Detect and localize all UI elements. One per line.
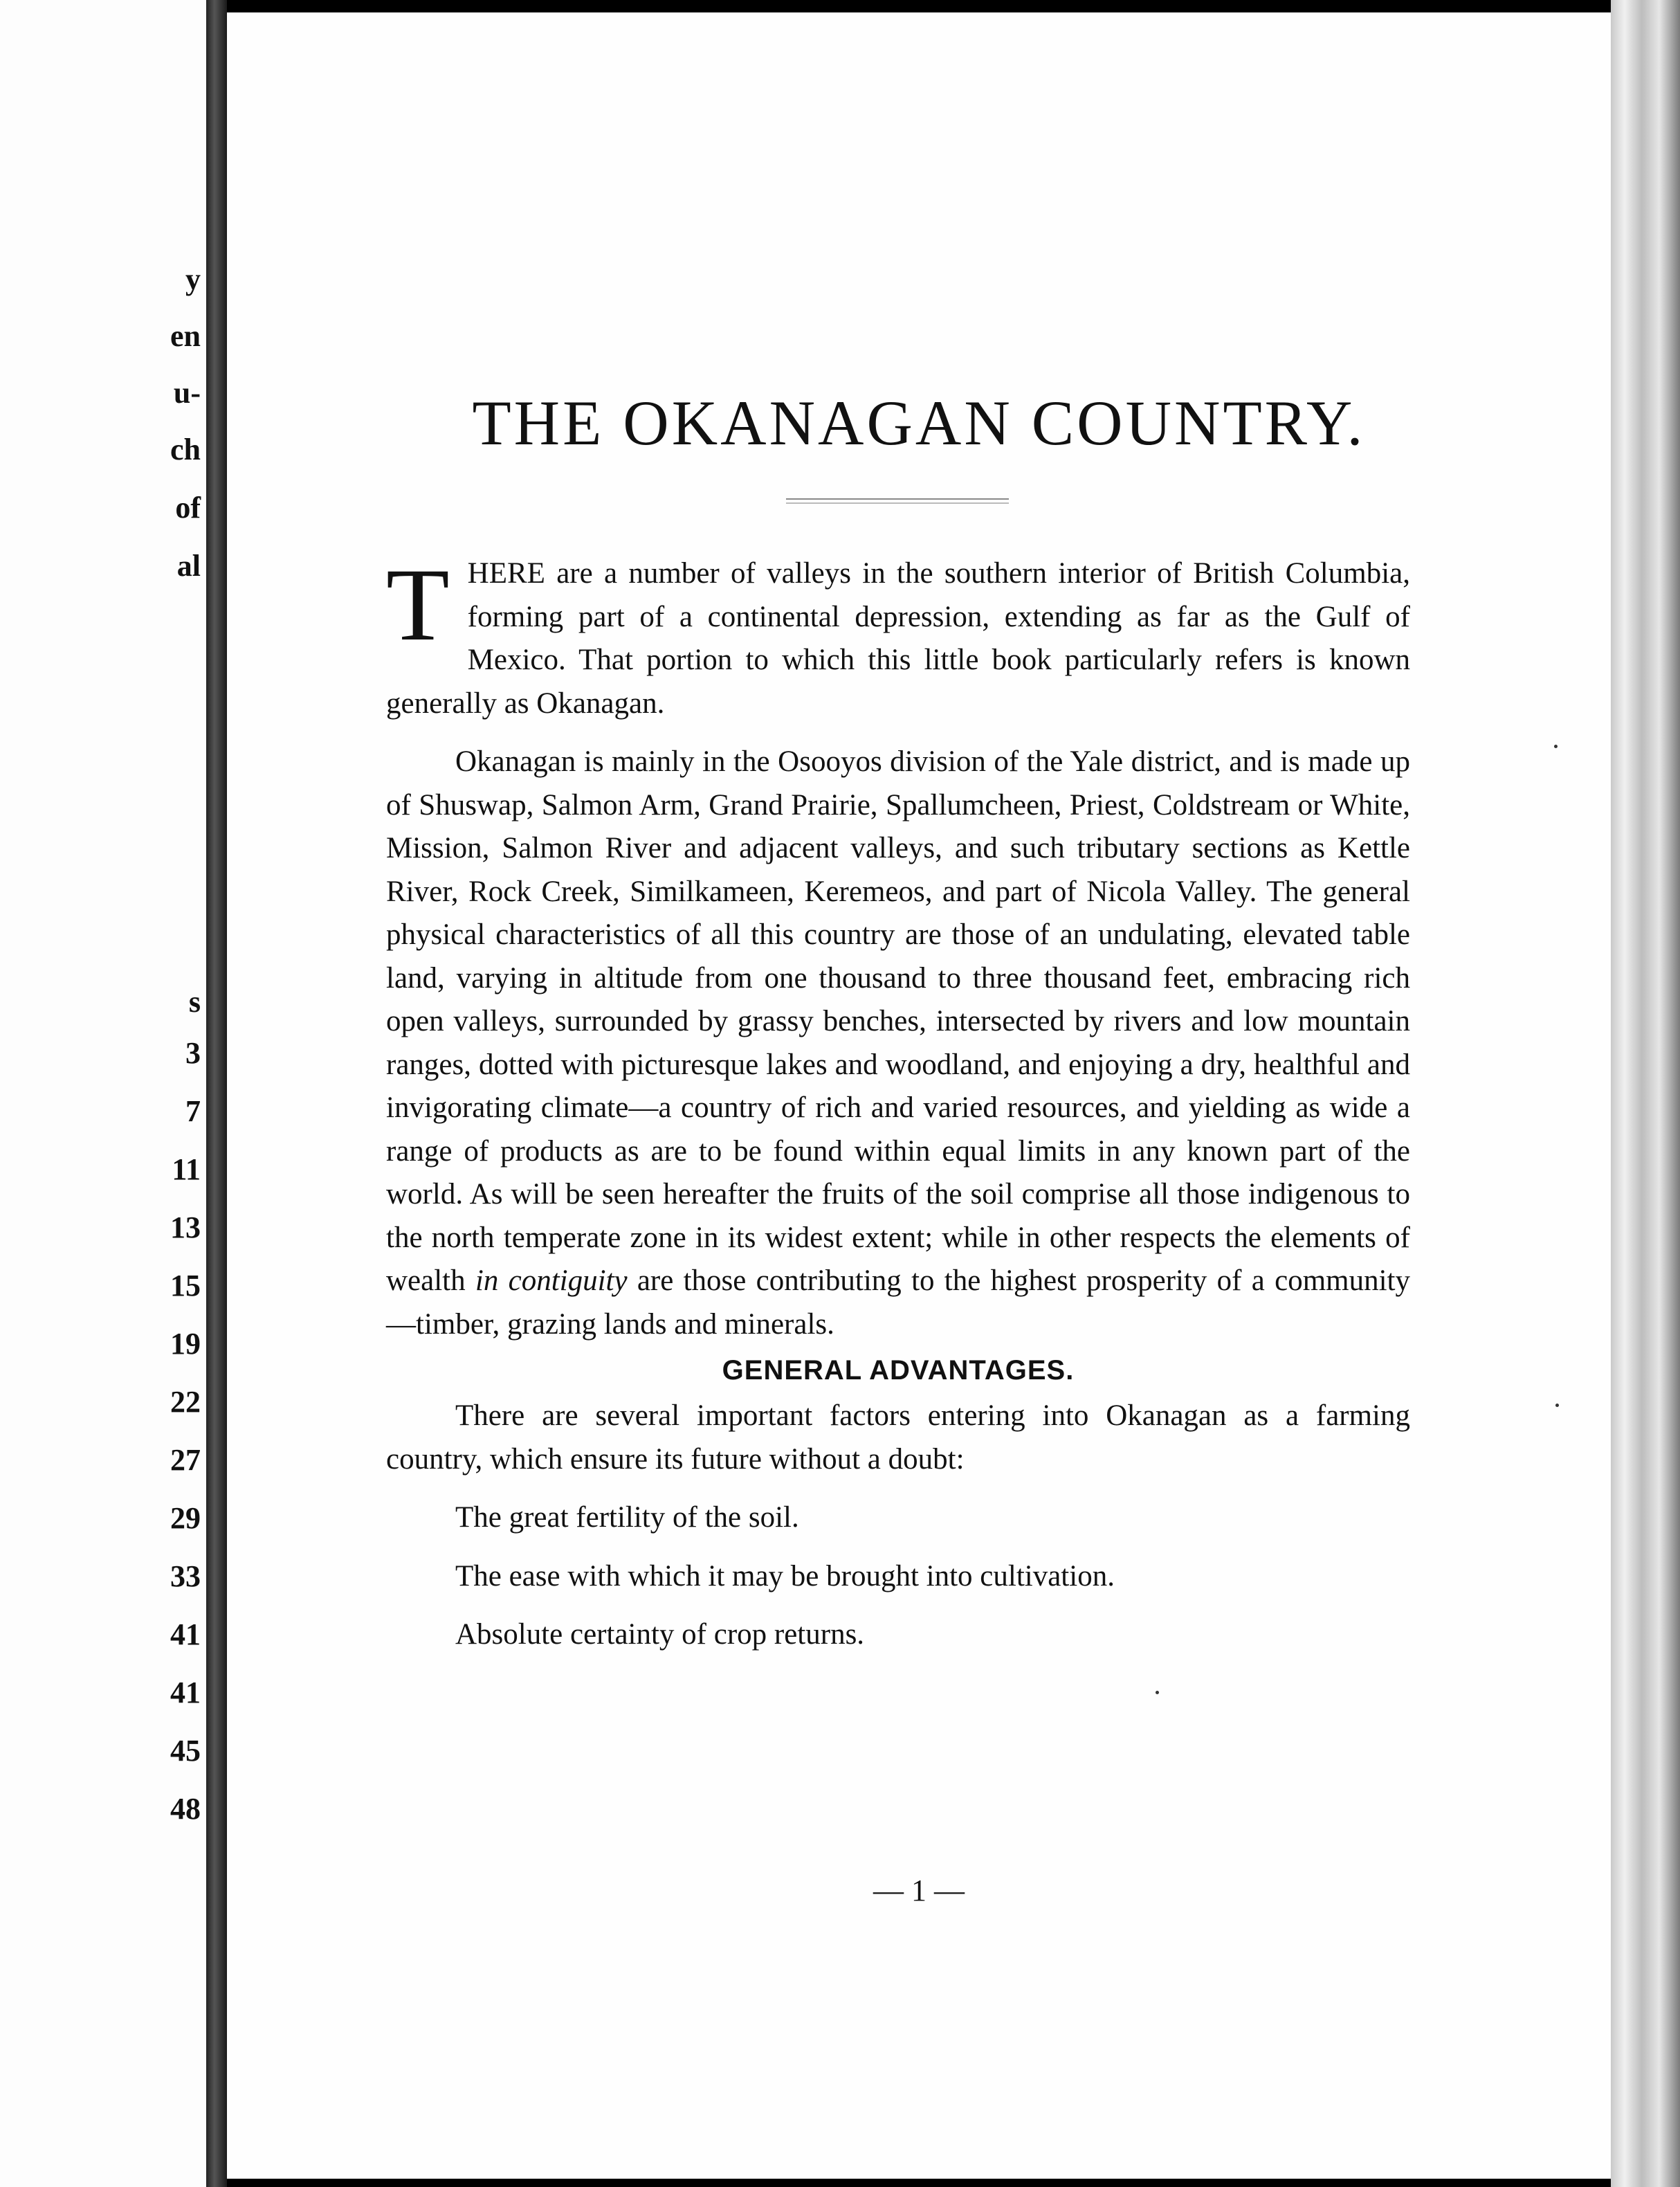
facing-page-fragment [0, 0, 206, 2187]
page-number: — 1 — [873, 1873, 965, 1907]
title-rule [786, 498, 1009, 504]
contents-page-number: 7 [185, 1094, 201, 1128]
contents-page-number: 3 [185, 1036, 201, 1070]
contents-page-number: 13 [170, 1210, 201, 1244]
word-fragment: ch [170, 433, 201, 466]
contents-page-number: 11 [172, 1152, 201, 1186]
book-gutter [206, 0, 227, 2187]
list-item: The ease with which it may be brought into cultivation. [455, 1559, 1115, 1592]
page-edges [1611, 0, 1680, 2187]
contents-page-number: 19 [170, 1327, 201, 1361]
list-item: The great fertility of the soil. [455, 1501, 799, 1534]
drop-cap: T [386, 547, 450, 662]
page-title: THE OKANAGAN COUNTRY. [472, 388, 1366, 458]
word-fragment: y [185, 262, 201, 296]
print-speck [1156, 1691, 1159, 1694]
paragraph-text: Okanagan is mainly in the Osooyos division of the Yale district, and is made up of Shuswap, Salmon Arm, Grand Prairie, Spallumcheen, Priest, Coldstream or White, Mission, Salmon River and adjacent valleys, and such tributary sections as Kettle River, Rock Creek, Similkameen, Keremeos, and part of Nicola Valley. The general physical characteristics of all this country are those of an undulating, elevated table land, varying in altitude from one thousand to three thousand feet, embracing rich open valleys, surrounded by grassy benches, intersected by rivers and low mountain ranges, dotted with picturesque lakes and woodland, and enjoying a dry, healthful and invigorating climate—a country of rich and varied resources, and yielding as wide a range of products as are to be found within equal limits in any known part of the world. As will be seen hereafter the fruits of the soil comprise all those indigenous to the north temperate zone in its widest extent; while in other respects the elements of wealth [386, 745, 1410, 1297]
paragraph: There are several important factors entering into Okanagan as a farming country, which ensure its future without a doubt: [386, 1399, 1410, 1476]
print-speck [1554, 745, 1558, 748]
word-fragment: u- [173, 376, 201, 410]
contents-page-number: 45 [170, 1734, 201, 1768]
list-item: Absolute certainty of crop returns. [455, 1618, 865, 1651]
contents-page-number: 41 [170, 1676, 201, 1709]
word-fragment: en [170, 319, 201, 353]
book-page [227, 12, 1611, 2179]
word-fragment: al [176, 549, 201, 583]
contents-marker: s [188, 985, 201, 1019]
contents-page-number: 27 [170, 1443, 201, 1477]
contents-page-number: 41 [170, 1617, 201, 1651]
paragraph [386, 547, 1410, 725]
contents-page-number: 22 [170, 1385, 201, 1419]
paragraph-text: are those contributing to the highest prosperity of a community—timber, grazing lands and minerals. [386, 1264, 1410, 1341]
body-text [386, 547, 1410, 1657]
contents-page-number: 29 [170, 1501, 201, 1535]
paragraph-text: HERE are a number of valleys in the southern interior of British Columbia, forming part of a continental depression, extending as far as the Gulf of Mexico. That portion to which this little book particularly refers is known generally as Okanagan. [386, 557, 1410, 720]
contents-page-number: 48 [170, 1792, 201, 1826]
italic-phrase: in contiguity [475, 1264, 628, 1297]
section-heading: GENERAL ADVANTAGES. [722, 1355, 1075, 1386]
contents-page-number: 33 [170, 1559, 201, 1593]
contents-page-number: 15 [170, 1269, 201, 1303]
word-fragment: of [175, 491, 201, 525]
paragraph [386, 741, 1410, 1346]
print-speck [1555, 1404, 1559, 1407]
